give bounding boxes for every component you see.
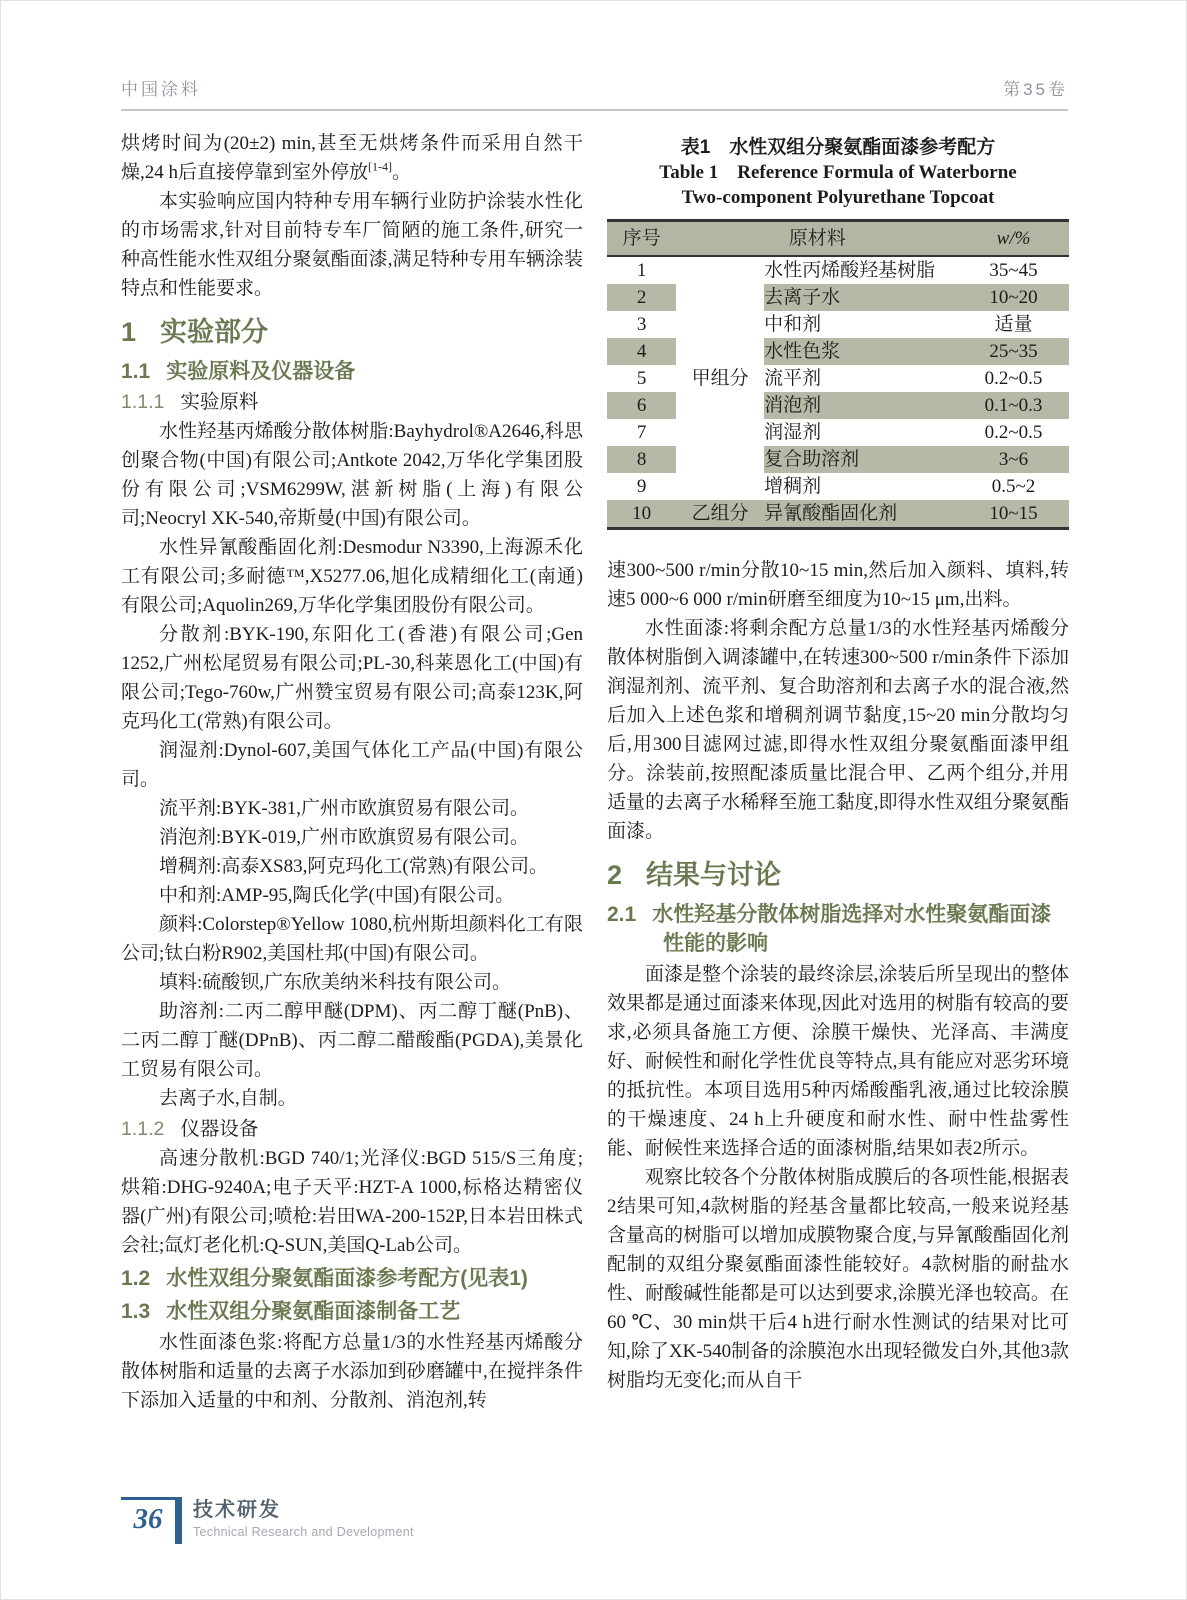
page-footer bbox=[121, 1497, 414, 1544]
section-number: 2.1 bbox=[607, 903, 637, 926]
paragraph-filler: 填料:硫酸钡,广东欣美纳米科技有限公司。 bbox=[159, 972, 512, 993]
section-heading-1-1-1 bbox=[121, 388, 583, 417]
row-material: 异氰酸酯固化剂 bbox=[764, 500, 958, 529]
row-w: 0.5~2 bbox=[991, 476, 1036, 497]
row-material: 润湿剂 bbox=[764, 422, 822, 443]
right-column bbox=[607, 133, 1069, 1395]
row-no: 7 bbox=[636, 422, 647, 443]
table1-caption-cn: 表1 水性双组分聚氨酯面漆参考配方 bbox=[680, 137, 996, 158]
row-no: 8 bbox=[607, 446, 676, 473]
paragraph-motivation: 本实验响应国内特种专用车辆行业防护涂装水性化的市场需求,针对目前特专车厂简陋的施工条件,研究一种高性能水性双组分聚氨酯面漆,满足特种专用车辆涂装特点和性能要求。 bbox=[121, 191, 583, 299]
row-material: 去离子水 bbox=[764, 284, 958, 311]
table-header-row bbox=[607, 221, 1069, 257]
paragraph-grinding: 速300~500 r/min分散10~15 min,然后加入颜料、填料,转速5 000~6 000 r/min研磨至细度为10~15 μm,出料。 bbox=[607, 560, 1069, 610]
citation-ref: [1-4] bbox=[368, 159, 393, 174]
row-w: 0.2~0.5 bbox=[984, 368, 1043, 389]
footer-section-cn: 技术研发 bbox=[193, 1499, 281, 1521]
section-title: 实验原料 bbox=[180, 392, 259, 413]
row-no: 10 bbox=[607, 500, 676, 529]
section-title: 仪器设备 bbox=[180, 1119, 259, 1140]
row-no: 9 bbox=[636, 476, 647, 497]
column-header-w-percent: w/% bbox=[958, 221, 1069, 257]
section-title: 水性羟基分散体树脂选择对水性聚氨酯面漆性能的影响 bbox=[652, 903, 1052, 955]
paragraph-resin-selection: 面漆是整个涂装的最终涂层,涂装后所呈现出的整体效果都是通过面漆来体现,因此对选用的树脂有较高的要求,必须具备施工方便、涂膜干燥快、光泽高、丰满度好、耐候性和耐化学性优良等特点,具有能应对恶劣环境的抵抗性。本项目选用5种丙烯酸酯乳液,通过比较涂膜的干燥速度、24 h上升硬度和耐水性、耐中性盐雾性能、耐候性来选择合适的面漆树脂,结果如表2所示。 bbox=[607, 964, 1069, 1159]
paragraph-pigment: 颜料:Colorstep®Yellow 1080,杭州斯坦颜料化工有限公司;钛白粉R902,美国杜邦(中国)有限公司。 bbox=[121, 914, 583, 964]
column-header-no: 序号 bbox=[607, 221, 676, 257]
row-no: 4 bbox=[607, 338, 676, 365]
column-header-material: 原材料 bbox=[676, 221, 958, 257]
page-number-box bbox=[121, 1497, 182, 1544]
section-title: 水性双组分聚氨酯面漆制备工艺 bbox=[166, 1300, 461, 1323]
running-head bbox=[121, 75, 1068, 111]
row-material: 水性丙烯酸羟基树脂 bbox=[764, 260, 936, 281]
journal-name: 中国涂料 bbox=[121, 80, 201, 99]
table-row bbox=[607, 500, 1069, 529]
group-a-cell: 甲组分 bbox=[676, 256, 764, 500]
row-w: 3~6 bbox=[958, 446, 1069, 473]
row-w: 25~35 bbox=[958, 338, 1069, 365]
left-column bbox=[121, 129, 583, 1415]
paragraph-defoamer: 消泡剂:BYK-019,广州市欧旗贸易有限公司。 bbox=[159, 827, 529, 848]
section-number: 1.3 bbox=[121, 1300, 151, 1323]
row-material: 水性色浆 bbox=[764, 338, 958, 365]
paragraph-cosolvent: 助溶剂:二丙二醇甲醚(DPM)、丙二醇丁醚(PnB)、二丙二醇丁醚(DPnB)、丙二醇二醋酸酯(PGDA),美景化工贸易有限公司。 bbox=[121, 1001, 583, 1080]
paragraph-performance-comparison: 观察比较各个分散体树脂成膜后的各项性能,根据表2结果可知,4款树脂的羟基含量都比较高,一般来说羟基含量高的树脂可以增加成膜物聚合度,与异氰酸酯固化剂配制的双组分聚氨酯面漆性能较好。4款树脂的耐盐水性、耐酸碱性能都是可以达到要求,涂膜光泽也较高。在60 ℃、30 min烘干后4 h进行耐水性测试的结果对比可知,除了XK-540制备的涂膜泡水出现轻微发白外,其他3款树脂均无变化;而从自干 bbox=[607, 1167, 1069, 1391]
section-number: 1.1.1 bbox=[121, 391, 165, 413]
row-no: 6 bbox=[607, 392, 676, 419]
paragraph-wetting-agent: 润湿剂:Dynol-607,美国气体化工产品(中国)有限公司。 bbox=[121, 740, 583, 790]
section-number: 1.1 bbox=[121, 360, 151, 383]
row-w: 10~20 bbox=[958, 284, 1069, 311]
section-heading-1-1 bbox=[121, 357, 583, 386]
section-title: 实验部分 bbox=[160, 317, 269, 347]
row-material: 消泡剂 bbox=[764, 392, 958, 419]
paragraph-instruments: 高速分散机:BGD 740/1;光泽仪:BGD 515/S三角度;烘箱:DHG-9240A;电子天平:HZT-A 1000,标格达精密仪器(广州)有限公司;喷枪:岩田WA-200-152P,日本岩田株式会社;氙灯老化机:Q-SUN,美国Q-Lab公司。 bbox=[121, 1148, 583, 1256]
row-w: 0.1~0.3 bbox=[958, 392, 1069, 419]
section-number: 1 bbox=[121, 317, 137, 347]
paragraph-leveling-agent: 流平剂:BYK-381,广州市欧旗贸易有限公司。 bbox=[159, 798, 529, 819]
row-no: 1 bbox=[636, 260, 647, 281]
table1-caption-en-line1: Table 1 Reference Formula of Waterborne bbox=[659, 162, 1017, 183]
paragraph-color-paste-process: 水性面漆色浆:将配方总量1/3的水性羟基丙烯酸分散体树脂和适量的去离子水添加到砂磨罐中,在搅拌条件下添加入适量的中和剂、分散剂、消泡剂,转 bbox=[121, 1332, 583, 1411]
section-heading-2-1 bbox=[607, 900, 1069, 958]
footer-divider-bar bbox=[175, 1500, 182, 1544]
row-material: 流平剂 bbox=[764, 368, 822, 389]
section-heading-1 bbox=[121, 315, 583, 349]
table1-formula bbox=[607, 219, 1069, 530]
section-number: 1.2 bbox=[121, 1267, 151, 1290]
paragraph-deionized-water: 去离子水,自制。 bbox=[159, 1088, 297, 1109]
table1-caption-en-line2: Two-component Polyurethane Topcoat bbox=[681, 187, 995, 208]
section-heading-1-3 bbox=[121, 1297, 583, 1326]
group-b-cell: 乙组分 bbox=[676, 500, 764, 529]
row-no: 2 bbox=[607, 284, 676, 311]
page-number: 36 bbox=[133, 1503, 163, 1535]
row-no: 3 bbox=[636, 314, 647, 335]
section-title: 水性双组分聚氨酯面漆参考配方(见表1) bbox=[166, 1267, 528, 1290]
row-material: 中和剂 bbox=[764, 314, 822, 335]
paragraph-baking bbox=[121, 129, 583, 187]
row-w: 适量 bbox=[994, 314, 1033, 335]
section-heading-2 bbox=[607, 858, 1069, 892]
section-title: 实验原料及仪器设备 bbox=[166, 360, 356, 383]
paragraph-curing-agent: 水性异氰酸酯固化剂:Desmodur N3390,上海源禾化工有限公司;多耐德™,X5277.06,旭化成精细化工(南通)有限公司;Aquolin269,万华化学集团股份有限公司。 bbox=[121, 537, 583, 616]
row-w: 0.2~0.5 bbox=[984, 422, 1043, 443]
paragraph-text: 。 bbox=[392, 162, 412, 183]
row-no: 5 bbox=[636, 368, 647, 389]
footer-section bbox=[193, 1497, 414, 1539]
section-title: 结果与讨论 bbox=[646, 860, 782, 890]
section-number: 1.1.2 bbox=[121, 1118, 165, 1140]
row-material: 复合助溶剂 bbox=[764, 446, 958, 473]
footer-section-en: Technical Research and Development bbox=[193, 1525, 414, 1539]
section-number: 2 bbox=[607, 860, 623, 890]
section-heading-1-1-2 bbox=[121, 1115, 583, 1144]
section-heading-1-2 bbox=[121, 1264, 583, 1293]
paragraph-topcoat-process: 水性面漆:将剩余配方总量1/3的水性羟基丙烯酸分散体树脂倒入调漆罐中,在转速300~500 r/min条件下添加润湿剂剂、流平剂、复合助溶剂和去离子水的混合液,然后加入上述色浆和增稠剂调节黏度,15~20 min分散均匀后,用300目滤网过滤,即得水性双组分聚氨酯面漆甲组分。涂装前,按照配漆质量比混合甲、乙两个组分,并用适量的去离子水稀释至施工黏度,即得水性双组分聚氨酯面漆。 bbox=[607, 618, 1069, 842]
paragraph-neutralizer: 中和剂:AMP-95,陶氏化学(中国)有限公司。 bbox=[159, 885, 515, 906]
row-w: 10~15 bbox=[958, 500, 1069, 529]
paragraph-dispersant: 分散剂:BYK-190,东阳化工(香港)有限公司;Gen 1252,广州松尾贸易有限公司;PL-30,科莱恩化工(中国)有限公司;Tego-760w,广州赞宝贸易有限公司;高泰123K,阿克玛化工(常熟)有限公司。 bbox=[121, 624, 583, 732]
paragraph-thickener: 增稠剂:高泰XS83,阿克玛化工(常熟)有限公司。 bbox=[159, 856, 548, 877]
table-row bbox=[607, 256, 1069, 284]
paragraph-resin: 水性羟基丙烯酸分散体树脂:Bayhydrol®A2646,科思创聚合物(中国)有限公司;Antkote 2042,万华化学集团股份有限公司;VSM6299W,湛新树脂(上海)有限公司;Neocryl XK-540,帝斯曼(中国)有限公司。 bbox=[121, 421, 583, 529]
paragraph-text: 烘烤时间为(20±2) min,甚至无烘烤条件而采用自然干燥,24 h后直接停靠到室外停放 bbox=[121, 133, 583, 183]
row-w: 35~45 bbox=[989, 260, 1038, 281]
volume-label: 第35卷 bbox=[1003, 80, 1068, 99]
row-material: 增稠剂 bbox=[764, 476, 822, 497]
